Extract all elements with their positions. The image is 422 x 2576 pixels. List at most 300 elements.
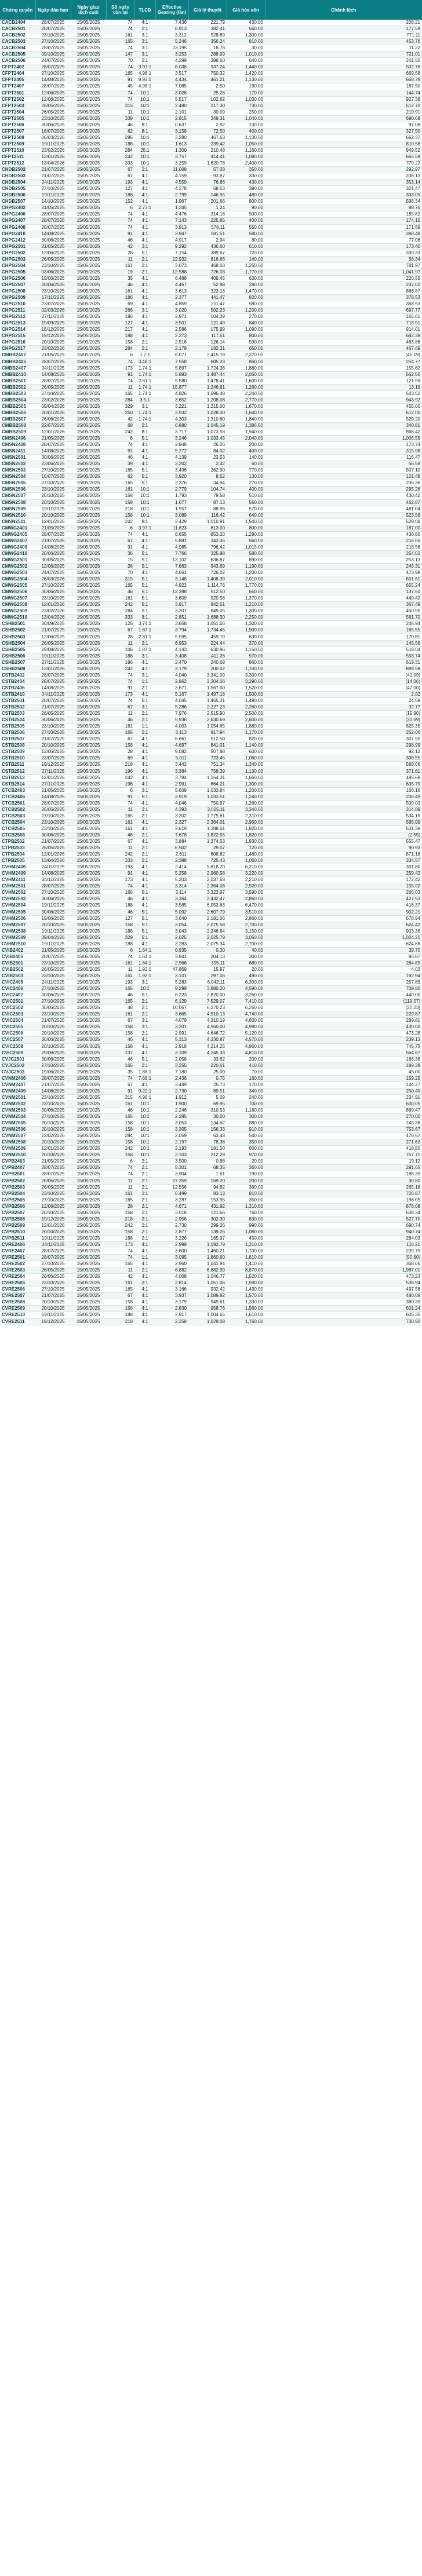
cell-breakeven-price: 600.00 (227, 749, 265, 755)
cell-difference: 682.39 (265, 333, 422, 339)
cell-conversion-ratio: 10:1 (134, 1146, 155, 1152)
cell-days-remaining: 158 (106, 1024, 134, 1031)
cell-maturity-date: 14/08/2025 (35, 371, 71, 378)
table-row (0, 787, 422, 794)
cell-last-trading-date: 15/05/2025 (71, 934, 106, 941)
cell-conversion-ratio: 4:1 (134, 774, 155, 781)
cell-last-trading-date: 15/05/2025 (71, 621, 106, 627)
cell-difference: 678.94 (265, 915, 422, 922)
cell-theoretical-price: 5.09 (188, 1094, 227, 1101)
table-row (0, 410, 422, 416)
cell-effective-gearing: 7.678 (155, 832, 188, 838)
cell-effective-gearing: 5.595 (155, 634, 188, 640)
table-row (0, 1235, 422, 1241)
cell-warrant: CFPT2402 (0, 64, 35, 71)
table-row (0, 1178, 422, 1184)
cell-days-remaining: 91 (106, 871, 134, 877)
cell-conversion-ratio: 1.92:1 (134, 966, 155, 973)
cell-warrant: CTPB2502 (0, 839, 35, 845)
cell-difference: 291.65 (265, 1165, 422, 1171)
cell-warrant: CHPG2507 (0, 282, 35, 288)
cell-difference: 635.79 (265, 781, 422, 787)
cell-last-trading-date: 15/05/2025 (71, 455, 106, 461)
cell-breakeven-price: 70.00 (227, 1069, 265, 1075)
cell-days-remaining: 158 (106, 922, 134, 928)
cell-theoretical-price: 1,051.06 (188, 1280, 227, 1287)
cell-maturity-date: 20/06/2025 (35, 550, 71, 557)
cell-theoretical-price: 502.23 (188, 308, 227, 314)
cell-warrant: CMWG2407 (0, 538, 35, 544)
cell-last-trading-date: 15/05/2025 (71, 755, 106, 762)
table-row (0, 608, 422, 615)
cell-conversion-ratio: 1.64:1 (134, 947, 155, 953)
cell-difference: 189.39 (265, 1062, 422, 1069)
cell-difference: 340.81 (265, 422, 422, 429)
cell-conversion-ratio: 2:1 (134, 717, 155, 724)
cell-warrant: CHPG2516 (0, 339, 35, 346)
cell-conversion-ratio: 5:1 (134, 467, 155, 474)
cell-conversion-ratio: 10:1 (134, 493, 155, 499)
cell-last-trading-date: 15/05/2025 (71, 1216, 106, 1222)
cell-maturity-date: 02/03/2026 (35, 308, 71, 314)
cell-last-trading-date: 15/05/2025 (71, 416, 106, 422)
table-row (0, 1197, 422, 1203)
cell-breakeven-price: 580.00 (227, 231, 265, 237)
cell-conversion-ratio: 4.98:1 (134, 71, 155, 77)
cell-effective-gearing: 5.881 (155, 538, 188, 544)
cell-breakeven-price: 650.00 (227, 346, 265, 352)
cell-warrant: CVIC2503 (0, 1011, 35, 1018)
cell-warrant: CHPG2502 (0, 250, 35, 256)
cell-theoretical-price: 1,045.19 (188, 422, 227, 429)
cell-effective-gearing: 3.073 (155, 262, 188, 269)
cell-difference: 601.24 (265, 1306, 422, 1312)
cell-maturity-date: 28/07/2025 (35, 218, 71, 224)
cell-last-trading-date: 15/05/2025 (71, 397, 106, 403)
cell-maturity-date: 21/07/2025 (35, 167, 71, 173)
cell-effective-gearing: 2.611 (155, 852, 188, 858)
cell-warrant: CVHM2502 (0, 890, 35, 896)
cell-last-trading-date: 15/05/2025 (71, 1094, 106, 1101)
cell-difference: 24.69 (265, 697, 422, 704)
cell-last-trading-date: 15/05/2025 (71, 691, 106, 697)
cell-breakeven-price: 2,700.00 (227, 941, 265, 947)
table-row (0, 403, 422, 410)
cell-last-trading-date: 15/05/2025 (71, 1171, 106, 1178)
cell-conversion-ratio: 1.74:1 (134, 371, 155, 378)
cell-theoretical-price: 1,033.51 (188, 794, 227, 800)
cell-theoretical-price: 302.30 (188, 1216, 227, 1222)
cell-days-remaining: 242 (106, 774, 134, 781)
cell-theoretical-price: 3,880.20 (188, 986, 227, 992)
cell-breakeven-price: 2,310.00 (227, 813, 265, 819)
cell-days-remaining: 165 (106, 480, 134, 487)
cell-warrant: CVRE2507 (0, 1293, 35, 1299)
cell-maturity-date: 12/01/2026 (35, 1146, 71, 1152)
cell-difference: 155.92 (265, 883, 422, 890)
cell-maturity-date: 28/07/2025 (35, 1075, 71, 1081)
cell-last-trading-date: 15/05/2025 (71, 295, 106, 301)
cell-warrant: CSHB2507 (0, 659, 35, 666)
cell-breakeven-price: 810.00 (227, 39, 265, 45)
cell-maturity-date: 27/10/2025 (35, 1287, 71, 1293)
cell-effective-gearing: 3.255 (155, 1062, 188, 1069)
table-row (0, 134, 422, 141)
table-row (0, 128, 422, 134)
cell-conversion-ratio: 4:1 (134, 173, 155, 180)
cell-days-remaining: 165 (106, 390, 134, 397)
cell-breakeven-price: 3,300.00 (227, 672, 265, 678)
table-row (0, 531, 422, 538)
cell-theoretical-price: 2,607.79 (188, 909, 227, 915)
cell-maturity-date: 20/10/2025 (35, 1210, 71, 1216)
cell-breakeven-price: 80.00 (227, 237, 265, 243)
cell-warrant: CMSN2506 (0, 487, 35, 493)
cell-theoretical-price: 169.20 (188, 1178, 227, 1184)
cell-last-trading-date: 15/05/2025 (71, 544, 106, 550)
cell-maturity-date: 27/10/2025 (35, 1114, 71, 1120)
cell-last-trading-date: 15/05/2025 (71, 1197, 106, 1203)
cell-theoretical-price: 0.88 (188, 1159, 227, 1165)
cell-breakeven-price: 2,240.00 (227, 390, 265, 397)
cell-maturity-date: 20/10/2025 (35, 1127, 71, 1133)
cell-maturity-date: 22/07/2025 (35, 422, 71, 429)
cell-days-remaining: 46 (106, 717, 134, 724)
cell-days-remaining: 315 (106, 576, 134, 583)
cell-conversion-ratio: 5:1 (134, 1056, 155, 1062)
cell-breakeven-price: 90.00 (227, 205, 265, 211)
cell-difference: 598.34 (265, 199, 422, 205)
cell-difference: 173.40 (265, 243, 422, 250)
cell-last-trading-date: 15/05/2025 (71, 218, 106, 224)
cell-warrant: CFPT2505 (0, 115, 35, 122)
cell-effective-gearing: 2.991 (155, 781, 188, 787)
cell-warrant: CVNM2409 (0, 1088, 35, 1094)
table-row (0, 1216, 422, 1222)
cell-conversion-ratio: 3.97:1 (134, 525, 155, 531)
cell-conversion-ratio: 2:1 (134, 1216, 155, 1222)
cell-last-trading-date: 15/05/2025 (71, 448, 106, 455)
table-row (0, 1293, 422, 1299)
cell-difference: 144.74 (265, 90, 422, 96)
cell-effective-gearing: 4.303 (155, 416, 188, 422)
cell-maturity-date: 20/10/2025 (35, 1299, 71, 1306)
table-row (0, 115, 422, 122)
cell-maturity-date: 12/01/2026 (35, 429, 71, 436)
cell-last-trading-date: 15/05/2025 (71, 269, 106, 275)
table-row (0, 487, 422, 493)
cell-last-trading-date: 15/05/2025 (71, 896, 106, 902)
cell-effective-gearing: 2.830 (155, 1306, 188, 1312)
cell-difference: 638.34 (265, 1210, 422, 1216)
cell-days-remaining: 158 (106, 493, 134, 499)
cell-theoretical-price: 1,620.78 (188, 160, 227, 167)
cell-breakeven-price: 1,900.00 (227, 627, 265, 634)
cell-last-trading-date: 15/05/2025 (71, 1190, 106, 1197)
table-row (0, 589, 422, 595)
cell-theoretical-price: 1,310.80 (188, 416, 227, 422)
cell-warrant: CSTB2513 (0, 774, 35, 781)
cell-difference: 555.47 (265, 839, 422, 845)
cell-theoretical-price: 7,529.07 (188, 999, 227, 1005)
cell-warrant: CVHM2507 (0, 922, 35, 928)
cell-conversion-ratio: 1.64:1 (134, 953, 155, 960)
cell-warrant: CFPT2503 (0, 103, 35, 109)
cell-effective-gearing: 7.436 (155, 20, 188, 26)
cell-conversion-ratio: 10:1 (134, 1133, 155, 1139)
table-row (0, 999, 422, 1005)
cell-effective-gearing: 5.580 (155, 378, 188, 384)
table-row (0, 1146, 422, 1152)
cell-conversion-ratio: 4:1 (134, 282, 155, 288)
cell-days-remaining: 161 (106, 1280, 134, 1287)
cell-effective-gearing: 3.202 (155, 813, 188, 819)
cell-warrant: CMWG2507 (0, 595, 35, 602)
cell-warrant: CSTB2505 (0, 724, 35, 730)
cell-effective-gearing: 2.999 (155, 1241, 188, 1248)
cell-days-remaining: 161 (106, 819, 134, 825)
cell-effective-gearing: 5.301 (155, 1165, 188, 1171)
cell-conversion-ratio: 8:1 (134, 518, 155, 525)
cell-effective-gearing: 1.967 (155, 199, 188, 205)
cell-effective-gearing: 3.148 (155, 576, 188, 583)
cell-effective-gearing: 4.299 (155, 58, 188, 64)
cell-warrant: CSTB2402 (0, 672, 35, 678)
cell-last-trading-date: 15/05/2025 (71, 1152, 106, 1159)
cell-effective-gearing: 13.102 (155, 557, 188, 563)
cell-last-trading-date: 15/05/2025 (71, 327, 106, 333)
cell-theoretical-price: 2,515.90 (188, 711, 227, 717)
cell-difference: 144.27 (265, 1081, 422, 1088)
cell-breakeven-price: 6,250.00 (227, 1005, 265, 1011)
cell-last-trading-date: 15/05/2025 (71, 1107, 106, 1113)
cell-effective-gearing: 4.697 (155, 743, 188, 749)
cell-warrant: CSHB2501 (0, 621, 35, 627)
cell-difference: 254.02 (265, 550, 422, 557)
table-row (0, 58, 422, 64)
cell-conversion-ratio: 1.7:1 (134, 352, 155, 359)
cell-warrant: CVJC2502 (0, 1062, 35, 1069)
cell-maturity-date: 21/05/2025 (35, 525, 71, 531)
table-row (0, 448, 422, 455)
cell-theoretical-price: 1,696.48 (188, 390, 227, 397)
table-row (0, 218, 422, 224)
cell-breakeven-price: 2,860.00 (227, 915, 265, 922)
cell-days-remaining: 158 (106, 1127, 134, 1133)
cell-days-remaining: 68 (106, 422, 134, 429)
cell-days-remaining: 158 (106, 1139, 134, 1146)
cell-effective-gearing: 10.057 (155, 1005, 188, 1011)
cell-warrant: CMBB2506 (0, 410, 35, 416)
cell-conversion-ratio: 4:1 (134, 871, 155, 877)
cell-warrant: CVPB2505 (0, 1197, 35, 1203)
cell-days-remaining: 127 (106, 915, 134, 922)
cell-effective-gearing: 3.408 (155, 653, 188, 659)
cell-difference: 259.42 (265, 871, 422, 877)
cell-maturity-date: 13/04/2026 (35, 160, 71, 167)
cell-theoretical-price: 613.00 (188, 525, 227, 531)
cell-warrant: CVIC2501 (0, 999, 35, 1005)
cell-conversion-ratio: 4:1 (134, 199, 155, 205)
cell-warrant: CHPG2517 (0, 346, 35, 352)
cell-warrant: CVHM2506 (0, 915, 35, 922)
cell-maturity-date: 21/05/2025 (35, 787, 71, 794)
cell-effective-gearing: 2.779 (155, 487, 188, 493)
table-row (0, 768, 422, 774)
cell-warrant: CMBB2501 (0, 378, 35, 384)
cell-warrant: CSHB2504 (0, 640, 35, 646)
cell-theoretical-price: 63.43 (188, 1133, 227, 1139)
cell-warrant: CMSN2510 (0, 512, 35, 518)
cell-difference: 116.47 (265, 455, 422, 461)
cell-difference: 430.42 (265, 493, 422, 499)
cell-theoretical-price: 2,227.23 (188, 704, 227, 711)
table-row (0, 1229, 422, 1235)
cell-effective-gearing: 3.283 (155, 941, 188, 947)
cell-days-remaining: 127 (106, 320, 134, 327)
cell-days-remaining: 67 (106, 538, 134, 544)
cell-maturity-date: 12/01/2026 (35, 518, 71, 525)
cell-effective-gearing: 12.398 (155, 589, 188, 595)
cell-breakeven-price: 1,170.00 (227, 730, 265, 736)
cell-warrant: CMBB2402 (0, 352, 35, 359)
cell-last-trading-date: 15/05/2025 (71, 743, 106, 749)
cell-effective-gearing: 4.159 (155, 173, 188, 180)
cell-days-remaining: 74 (106, 224, 134, 231)
table-row (0, 583, 422, 589)
cell-warrant: CMWG2409 (0, 544, 35, 550)
cell-difference: 192.94 (265, 973, 422, 979)
cell-days-remaining: 91 (106, 794, 134, 800)
cell-breakeven-price: 3,290.00 (227, 678, 265, 685)
cell-conversion-ratio: 2:1 (134, 1210, 155, 1216)
cell-theoretical-price: 297.06 (188, 973, 227, 979)
cell-effective-gearing: 2.388 (155, 858, 188, 864)
cell-last-trading-date: 15/05/2025 (71, 583, 106, 589)
cell-conversion-ratio: 1.74:1 (134, 384, 155, 390)
cell-theoretical-price: 3,323.97 (188, 890, 227, 896)
cell-difference: 219.91 (265, 109, 422, 115)
cell-days-remaining: 91 (106, 448, 134, 455)
cell-last-trading-date: 15/05/2025 (71, 877, 106, 883)
cell-difference: 252.06 (265, 730, 422, 736)
cell-breakeven-price: 1,660.00 (227, 774, 265, 781)
cell-difference: 77.06 (265, 237, 422, 243)
table-row (0, 704, 422, 711)
cell-difference: 166.16 (265, 787, 422, 794)
cell-maturity-date: 27/10/2025 (35, 1062, 71, 1069)
cell-breakeven-price: 490.00 (227, 973, 265, 979)
cell-conversion-ratio: 5:1 (134, 557, 155, 563)
cell-last-trading-date: 15/05/2025 (71, 333, 106, 339)
cell-difference: 166.38 (265, 1056, 422, 1062)
cell-breakeven-price: 770.00 (227, 467, 265, 474)
cell-breakeven-price: 130.00 (227, 474, 265, 480)
cell-breakeven-price: 390.00 (227, 186, 265, 192)
cell-last-trading-date: 15/05/2025 (71, 697, 106, 704)
cell-theoretical-price: 1,004.65 (188, 1312, 227, 1318)
cell-maturity-date: 24/07/2025 (35, 570, 71, 576)
cell-breakeven-price: 270.00 (227, 314, 265, 320)
cell-days-remaining: 242 (106, 518, 134, 525)
cell-maturity-date: 23/10/2025 (35, 595, 71, 602)
cell-maturity-date: 26/06/2025 (35, 416, 71, 422)
cell-breakeven-price: 2,860.00 (227, 896, 265, 902)
cell-last-trading-date: 15/05/2025 (71, 180, 106, 186)
cell-theoretical-price: 212.29 (188, 1152, 227, 1159)
table-header (0, 0, 422, 20)
cell-conversion-ratio: 4:1 (134, 218, 155, 224)
cell-days-remaining: 74 (106, 45, 134, 52)
cell-difference: 172.42 (265, 877, 422, 883)
cell-difference: 810.58 (265, 141, 422, 147)
cell-theoretical-price: 299.26 (188, 1222, 227, 1229)
cell-breakeven-price: 1,370.00 (227, 595, 265, 602)
cell-maturity-date: 27/10/2025 (35, 813, 71, 819)
table-row (0, 697, 422, 704)
cell-breakeven-price: 2,500.00 (227, 711, 265, 717)
table-row (0, 525, 422, 531)
cell-theoretical-price: 3,025.11 (188, 806, 227, 813)
cell-days-remaining: 74 (106, 678, 134, 685)
cell-difference: 116.21 (265, 1241, 422, 1248)
cell-maturity-date: 28/07/2025 (35, 697, 71, 704)
cell-difference: 450.95 (265, 608, 422, 615)
cell-warrant: CHPG2512 (0, 314, 35, 320)
cell-theoretical-price: 139.26 (188, 1229, 227, 1235)
table-row (0, 250, 422, 256)
cell-maturity-date: 27/10/2025 (35, 480, 71, 487)
cell-effective-gearing: 3.314 (155, 883, 188, 890)
cell-conversion-ratio: 4:1 (134, 736, 155, 743)
cell-warrant: CMSN2511 (0, 518, 35, 525)
cell-last-trading-date: 15/05/2025 (71, 224, 106, 231)
table-row (0, 570, 422, 576)
cell-warrant: CTCB2502 (0, 806, 35, 813)
cell-days-remaining: 46 (106, 896, 134, 902)
table-row (0, 832, 422, 838)
cell-difference: 467.69 (265, 346, 422, 352)
cell-effective-gearing: 2.956 (155, 1216, 188, 1222)
table-row (0, 1267, 422, 1274)
cell-warrant: CVPB2502 (0, 1178, 35, 1184)
cell-effective-gearing: 3.114 (155, 890, 188, 896)
cell-theoretical-price: 842.51 (188, 602, 227, 608)
cell-breakeven-price: 550.00 (227, 224, 265, 231)
cell-theoretical-price: 1,374.53 (188, 839, 227, 845)
cell-maturity-date: 04/11/2025 (35, 1241, 71, 1248)
cell-days-remaining: 36 (106, 550, 134, 557)
cell-maturity-date: 28/07/2025 (35, 20, 71, 26)
cell-maturity-date: 19/11/2025 (35, 653, 71, 659)
cell-conversion-ratio: 4:1 (134, 743, 155, 749)
cell-conversion-ratio: 10:1 (134, 1139, 155, 1146)
cell-breakeven-price: 1,200.00 (227, 787, 265, 794)
cell-effective-gearing: 4.467 (155, 282, 188, 288)
cell-last-trading-date: 15/05/2025 (71, 32, 106, 39)
cell-difference: 165.55 (265, 627, 422, 634)
cell-effective-gearing: 5.897 (155, 365, 188, 371)
cell-effective-gearing: 4.917 (155, 237, 188, 243)
cell-theoretical-price: 796.42 (188, 544, 227, 550)
cell-last-trading-date: 15/05/2025 (71, 774, 106, 781)
cell-difference: 271.62 (265, 1139, 422, 1146)
cell-warrant: CSTB2501 (0, 697, 35, 704)
cell-breakeven-price: 1,310.00 (227, 1203, 265, 1210)
cell-maturity-date: 20/10/2025 (35, 339, 71, 346)
cell-days-remaining: 161 (106, 595, 134, 602)
cell-warrant: CHPG2406 (0, 211, 35, 218)
